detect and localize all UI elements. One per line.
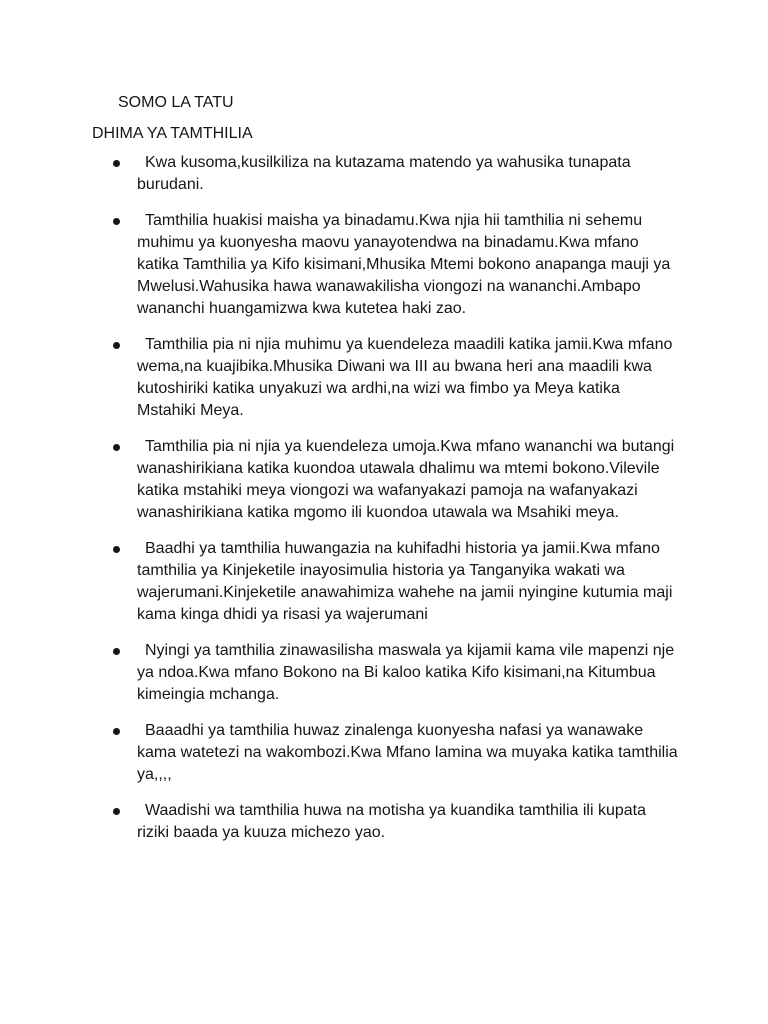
list-item bbox=[0, 152, 768, 196]
bullet-list bbox=[0, 152, 768, 858]
bullet-icon bbox=[113, 152, 127, 174]
list-item-text: Nyingi ya tamthilia zinawasilisha maswala ya kijamii kama vile mapenzi nje ya ndoa.Kwa mfano Bokono na Bi kaloo katika Kifo kisimani,na Kitumbua kimeingia mchanga. bbox=[137, 642, 675, 703]
list-item-text: Baaadhi ya tamthilia huwaz zinalenga kuonyesha nafasi ya wanawake kama watetezi na wakombozi.Kwa Mfano lamina wa muyaka katika tamthilia ya,,,, bbox=[137, 722, 678, 783]
page-heading: DHIMA YA TAMTHILIA bbox=[92, 125, 253, 142]
bullet-icon bbox=[113, 720, 127, 742]
list-item-text: Baadhi ya tamthilia huwangazia na kuhifadhi historia ya jamii.Kwa mfano tamthilia ya Kinjeketile inayosimulia historia ya Tanganyika wakati wa wajerumani.Kinjeketile anawahimiza wahehe na jamii nyingine kutumia maji kama kinga dhidi ya risasi ya wajerumani bbox=[137, 540, 673, 623]
bullet-icon bbox=[113, 334, 127, 356]
bullet-icon bbox=[113, 640, 127, 662]
bullet-icon bbox=[113, 210, 127, 232]
list-item bbox=[0, 436, 768, 524]
bullet-icon bbox=[113, 800, 127, 822]
bullet-icon bbox=[113, 436, 127, 458]
list-item-text: Tamthilia huakisi maisha ya binadamu.Kwa njia hii tamthilia ni sehemu muhimu ya kuonyesha maovu yanayotendwa na binadamu.Kwa mfano katika Tamthilia ya Kifo kisimani,Mhusika Mtemi bokono anapanga mauji ya Mwelusi.Wahusika hawa wanawakilisha viongozi na wananchi.Ambapo wananchi huangamizwa kwa kutetea haki zao. bbox=[137, 212, 671, 317]
list-item-text: Waadishi wa tamthilia huwa na motisha ya kuandika tamthilia ili kupata riziki baada ya kuuza michezo yao. bbox=[137, 802, 646, 841]
list-item bbox=[0, 538, 768, 626]
list-item bbox=[0, 720, 768, 786]
list-item-text: Tamthilia pia ni njia muhimu ya kuendeleza maadili katika jamii.Kwa mfano wema,na kuajibika.Mhusika Diwani wa III au bwana heri ana maadili kwa kutoshiriki katika unyakuzi wa ardhi,na wizi wa fimbo ya Meya katika Mstahiki Meya. bbox=[137, 336, 673, 419]
bullet-icon bbox=[113, 538, 127, 560]
list-item bbox=[0, 640, 768, 706]
lesson-subtitle: SOMO LA TATU bbox=[118, 94, 234, 111]
list-item bbox=[0, 210, 768, 320]
list-item-text: Tamthilia pia ni njia ya kuendeleza umoja.Kwa mfano wananchi wa butangi wanashirikiana katika kuondoa utawala dhalimu wa mtemi bokono.Vilevile katika mstahiki meya viongozi wa wafanyakazi pamoja na wafanyakazi wanashirikiana katika mgomo ili kuondoa utawala wa Msahiki meya. bbox=[137, 438, 675, 521]
list-item bbox=[0, 334, 768, 422]
list-item bbox=[0, 800, 768, 844]
list-item-text: Kwa kusoma,kusilkiliza na kutazama matendo ya wahusika tunapata burudani. bbox=[137, 154, 631, 193]
